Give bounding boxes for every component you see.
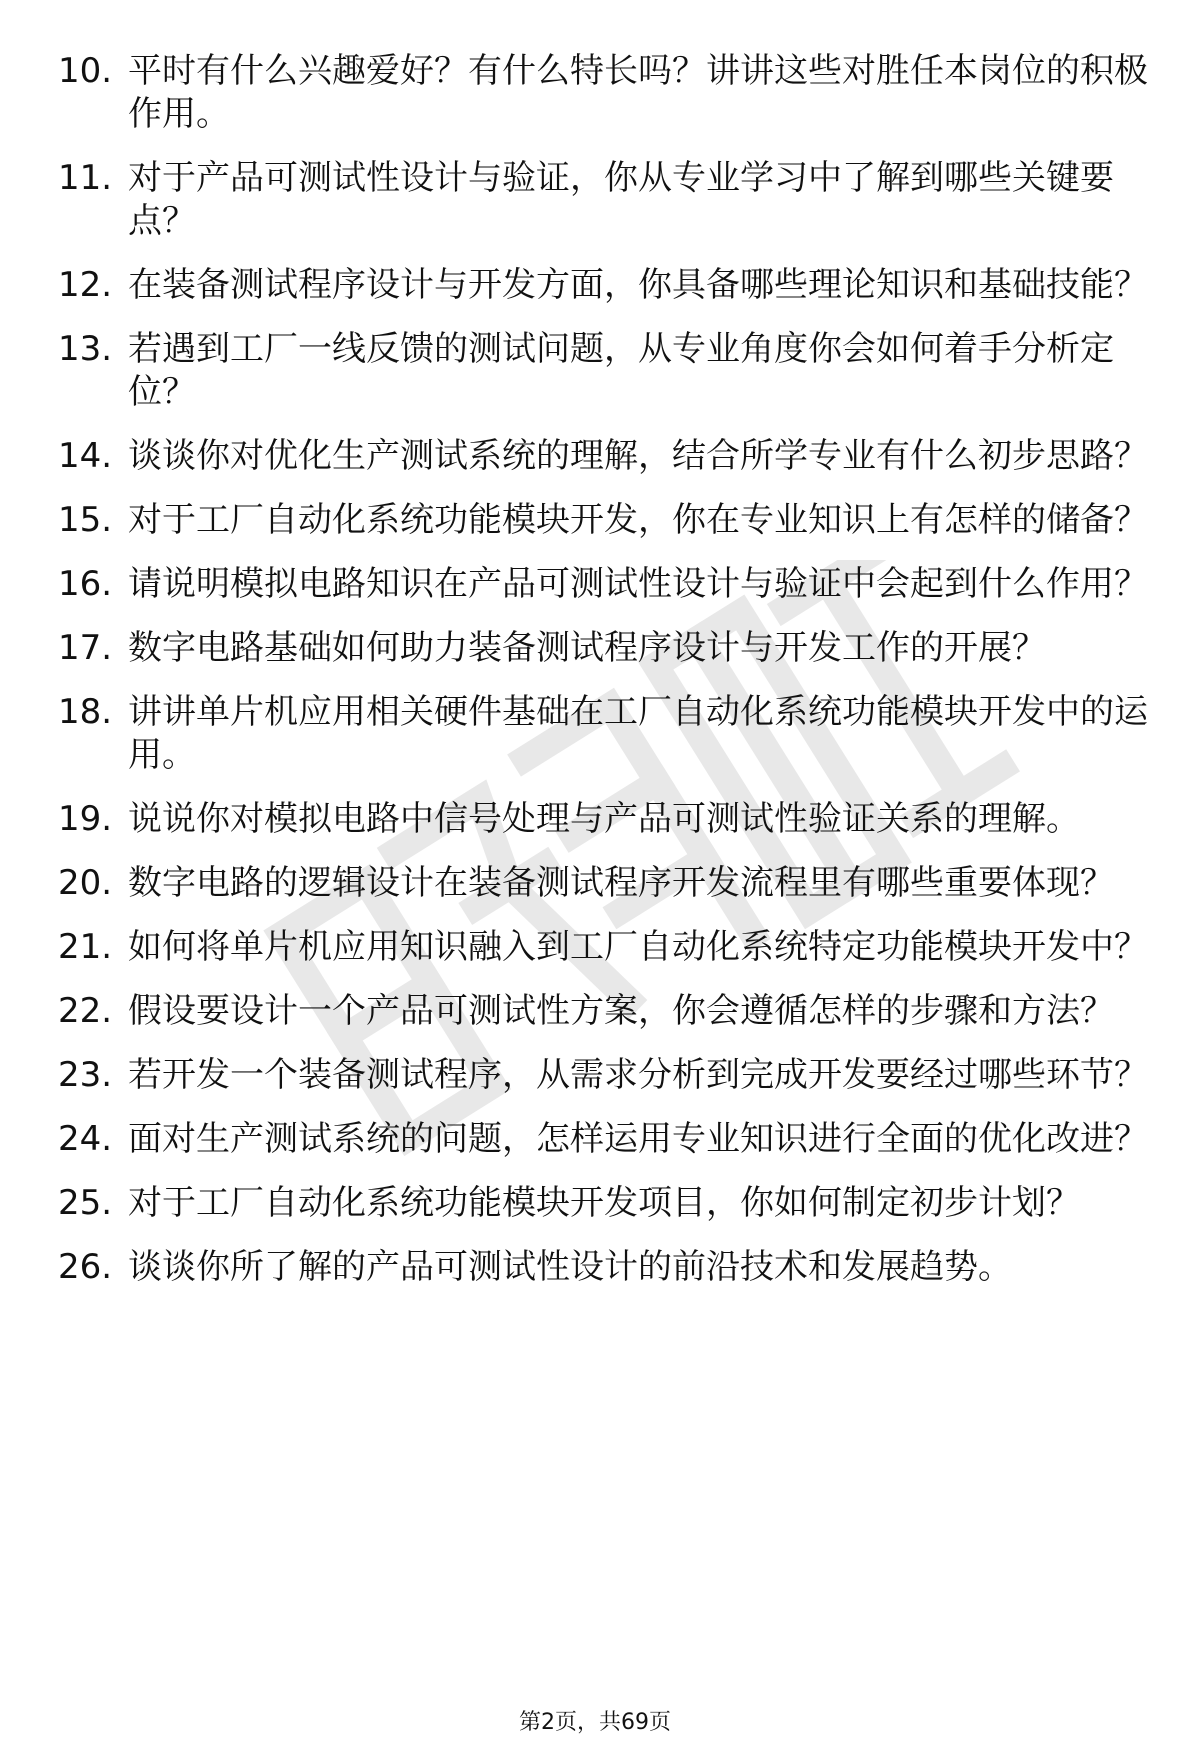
question-item <box>58 264 1148 307</box>
question-number: 14. <box>58 436 113 476</box>
question-text: 对于工厂自动化系统功能模块开发，你在专业知识上有怎样的储备？ <box>128 500 1148 540</box>
question-text: 假设要设计一个产品可测试性方案，你会遵循怎样的步骤和方法？ <box>128 991 1114 1031</box>
question-item <box>58 990 1148 1033</box>
question-number: 11. <box>58 158 113 198</box>
question-item <box>58 435 1148 478</box>
question-number: 10. <box>58 51 113 91</box>
question-item <box>58 1118 1148 1161</box>
question-text: 对于工厂自动化系统功能模块开发项目，你如何制定初步计划？ <box>128 1183 1080 1223</box>
question-number: 15. <box>58 500 113 540</box>
question-text: 平时有什么兴趣爱好？有什么特长吗？讲讲这些对胜任本岗位的积极作用。 <box>128 51 1148 134</box>
question-number: 19. <box>58 799 113 839</box>
question-text: 数字电路基础如何助力装备测试程序设计与开发工作的开展？ <box>128 628 1046 668</box>
question-text: 对于产品可测试性设计与验证，你从专业学习中了解到哪些关键要点？ <box>128 158 1114 241</box>
question-item <box>58 798 1148 841</box>
question-text: 说说你对模拟电路中信号处理与产品可测试性验证关系的理解。 <box>128 799 1080 839</box>
question-item <box>58 926 1148 969</box>
question-item <box>58 1246 1148 1289</box>
question-item <box>58 1182 1148 1225</box>
question-item <box>58 50 1148 136</box>
question-text: 在装备测试程序设计与开发方面，你具备哪些理论知识和基础技能？ <box>128 265 1148 305</box>
question-text: 面对生产测试系统的问题，怎样运用专业知识进行全面的优化改进？ <box>128 1119 1148 1159</box>
question-number: 13. <box>58 329 113 369</box>
question-item <box>58 691 1148 777</box>
page-number-label: 第2页，共69页 <box>519 1710 671 1735</box>
question-item <box>58 157 1148 243</box>
question-number: 22. <box>58 991 113 1031</box>
question-number: 20. <box>58 863 113 903</box>
question-number: 26. <box>58 1247 113 1287</box>
question-number: 21. <box>58 927 113 967</box>
question-number: 16. <box>58 564 113 604</box>
question-number: 23. <box>58 1055 113 1095</box>
question-text: 请说明模拟电路知识在产品可测试性设计与验证中会起到什么作用？ <box>128 564 1148 604</box>
question-text: 数字电路的逻辑设计在装备测试程序开发流程里有哪些重要体现？ <box>128 863 1114 903</box>
question-item <box>58 862 1148 905</box>
question-text: 如何将单片机应用知识融入到工厂自动化系统特定功能模块开发中？ <box>128 927 1148 967</box>
question-item <box>58 627 1148 670</box>
question-number: 24. <box>58 1119 113 1159</box>
question-number: 12. <box>58 265 113 305</box>
page-footer <box>0 1708 1190 1738</box>
question-text: 谈谈你对优化生产测试系统的理解，结合所学专业有什么初步思路？ <box>128 436 1148 476</box>
question-text: 若开发一个装备测试程序，从需求分析到完成开发要经过哪些环节？ <box>128 1055 1148 1095</box>
question-item <box>58 563 1148 606</box>
question-item <box>58 328 1148 414</box>
question-item <box>58 499 1148 542</box>
question-text: 讲讲单片机应用相关硬件基础在工厂自动化系统功能模块开发中的运用。 <box>128 692 1148 775</box>
question-number: 17. <box>58 628 113 668</box>
question-list <box>58 50 1148 1310</box>
question-number: 25. <box>58 1183 113 1223</box>
question-text: 谈谈你所了解的产品可测试性设计的前沿技术和发展趋势。 <box>128 1247 1012 1287</box>
question-item <box>58 1054 1148 1097</box>
question-text: 若遇到工厂一线反馈的测试问题，从专业角度你会如何着手分析定位？ <box>128 329 1114 412</box>
question-number: 18. <box>58 692 113 732</box>
